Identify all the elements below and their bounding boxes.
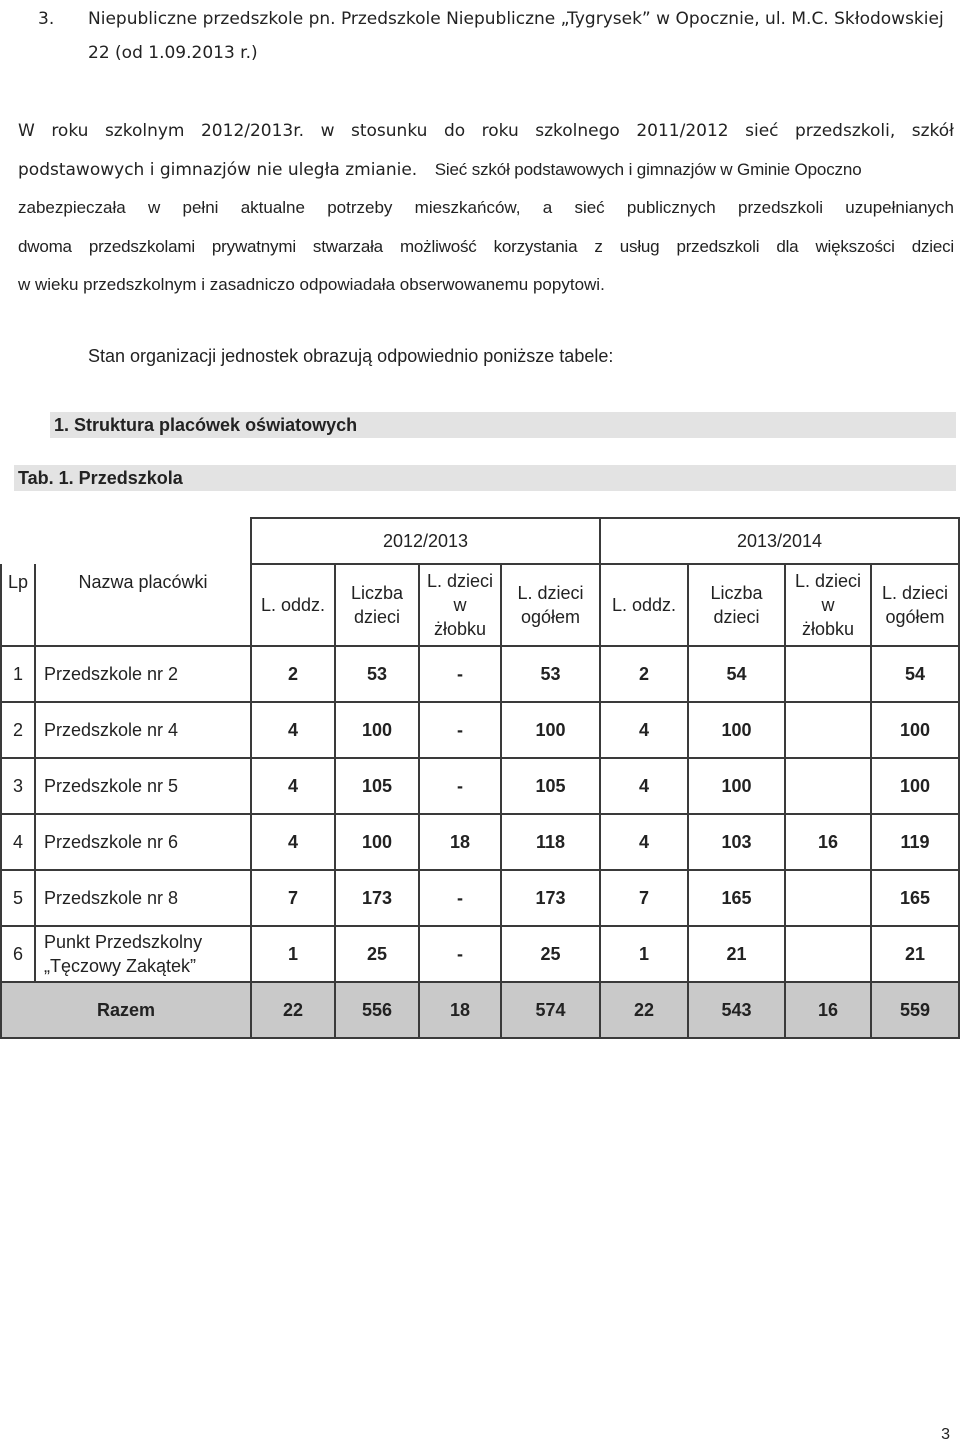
- table-caption-text: Tab. 1. Przedszkola: [18, 468, 183, 488]
- col-oddz: L. oddz.: [600, 564, 688, 646]
- kindergarten-table: [0, 517, 960, 1039]
- cell-name: Przedszkole nr 4: [35, 702, 251, 758]
- cell-value: 100: [335, 702, 419, 758]
- cell-value: -: [419, 758, 501, 814]
- cell-value: 4: [251, 702, 335, 758]
- cell-value: 1: [251, 926, 335, 982]
- cell-lp: 3: [1, 758, 35, 814]
- cell-name: Przedszkole nr 6: [35, 814, 251, 870]
- cell-value: 53: [501, 646, 600, 702]
- cell-value: 7: [600, 870, 688, 926]
- page-number: 3: [941, 1426, 950, 1443]
- cell-value: 118: [501, 814, 600, 870]
- cell-value: 4: [600, 814, 688, 870]
- col-ogolem: L. dzieci ogółem: [871, 564, 959, 646]
- cell-value: 25: [501, 926, 600, 982]
- cell-value: 105: [501, 758, 600, 814]
- cell-value: 54: [688, 646, 785, 702]
- cell-value: 22: [600, 982, 688, 1038]
- cell-value: -: [419, 702, 501, 758]
- list-item-text-line1: Niepubliczne przedszkole pn. Przedszkole Niepubliczne „Tygrysek” w Opocznie, ul. M.C. Skłodowskiej: [88, 9, 944, 29]
- cell-lp: 2: [1, 702, 35, 758]
- cell-value: 7: [251, 870, 335, 926]
- cell-value: 165: [688, 870, 785, 926]
- cell-value: 54: [871, 646, 959, 702]
- cell-value: [785, 926, 871, 982]
- cell-value: 559: [871, 982, 959, 1038]
- table-row: [1, 702, 959, 758]
- cell-value: 21: [871, 926, 959, 982]
- cell-value: 4: [600, 702, 688, 758]
- year-header-2012: 2012/2013: [251, 518, 600, 564]
- cell-value: 100: [688, 758, 785, 814]
- paragraph-segment: podstawowych i gimnazjów nie uległa zmianie.: [18, 159, 418, 180]
- cell-value: 100: [688, 702, 785, 758]
- cell-value: 100: [335, 814, 419, 870]
- cell-value: -: [419, 646, 501, 702]
- table-row: [1, 646, 959, 702]
- cell-value: 119: [871, 814, 959, 870]
- cell-value: 16: [785, 982, 871, 1038]
- cell-value: 556: [335, 982, 419, 1038]
- cell-value: 100: [871, 702, 959, 758]
- cell-value: [785, 702, 871, 758]
- table-row: [1, 926, 959, 982]
- cell-value: 22: [251, 982, 335, 1038]
- paragraph-line: W roku szkolnym 2012/2013r. w stosunku do roku szkolnego 2011/2012 sieć przedszkoli, szkół: [18, 121, 954, 141]
- total-row: [1, 982, 959, 1038]
- table-row: [1, 814, 959, 870]
- table-row: [1, 758, 959, 814]
- cell-value: 25: [335, 926, 419, 982]
- cell-value: 173: [335, 870, 419, 926]
- table-caption: [14, 465, 956, 491]
- col-ogolem: L. dzieci ogółem: [501, 564, 600, 646]
- cell-lp: 5: [1, 870, 35, 926]
- list-item-text-line2: 22 (od 1.09.2013 r.): [88, 43, 258, 63]
- col-liczba: Liczba dzieci: [335, 564, 419, 646]
- cell-value: 105: [335, 758, 419, 814]
- col-liczba: Liczba dzieci: [688, 564, 785, 646]
- total-label: Razem: [1, 982, 251, 1038]
- cell-value: [785, 758, 871, 814]
- table-row: [1, 870, 959, 926]
- cell-value: -: [419, 926, 501, 982]
- cell-value: 165: [871, 870, 959, 926]
- cell-value: 100: [501, 702, 600, 758]
- cell-value: 100: [871, 758, 959, 814]
- col-lp: Lp: [1, 564, 35, 646]
- cell-value: 16: [785, 814, 871, 870]
- paragraph-line: w wieku przedszkolnym i zasadniczo odpowiadała obserwowanemu popytowi.: [18, 275, 605, 294]
- section-heading: [50, 412, 956, 438]
- cell-value: 4: [251, 758, 335, 814]
- cell-value: 2: [600, 646, 688, 702]
- paragraph-line: [18, 151, 954, 190]
- col-oddz: L. oddz.: [251, 564, 335, 646]
- cell-lp: 6: [1, 926, 35, 982]
- cell-value: [785, 870, 871, 926]
- body-paragraph: [18, 112, 954, 305]
- cell-name: Przedszkole nr 2: [35, 646, 251, 702]
- cell-value: 543: [688, 982, 785, 1038]
- cell-value: 1: [600, 926, 688, 982]
- cell-name: Przedszkole nr 8: [35, 870, 251, 926]
- cell-value: 21: [688, 926, 785, 982]
- paragraph-line: zabezpieczała w pełni aktualne potrzeby mieszkańców, a sieć publicznych przedszkoli uzupełnianych: [18, 198, 954, 217]
- col-zlobek: L. dzieci w żłobku: [419, 564, 501, 646]
- intro-text: Stan organizacji jednostek obrazują odpowiednio poniższe tabele:: [88, 346, 614, 366]
- section-heading-text: 1. Struktura placówek oświatowych: [54, 415, 358, 435]
- cell-name: Punkt Przedszkolny „Tęczowy Zakątek”: [35, 926, 251, 982]
- col-name: Nazwa placówki: [35, 564, 251, 646]
- cell-value: 4: [600, 758, 688, 814]
- cell-value: 574: [501, 982, 600, 1038]
- cell-value: 4: [251, 814, 335, 870]
- cell-value: -: [419, 870, 501, 926]
- cell-value: 53: [335, 646, 419, 702]
- cell-value: 18: [419, 982, 501, 1038]
- paragraph-segment: Sieć szkół podstawowych i gimnazjów w Gminie Opoczno: [434, 159, 862, 179]
- cell-lp: 4: [1, 814, 35, 870]
- list-number: 3.: [38, 9, 55, 29]
- cell-value: 18: [419, 814, 501, 870]
- cell-value: [785, 646, 871, 702]
- cell-value: 2: [251, 646, 335, 702]
- paragraph-line: dwoma przedszkolami prywatnymi stwarzała możliwość korzystania z usług przedszkoli dla większości dzieci: [18, 236, 954, 256]
- year-header-2013: 2013/2014: [600, 518, 959, 564]
- cell-value: 103: [688, 814, 785, 870]
- cell-name: Przedszkole nr 5: [35, 758, 251, 814]
- col-zlobek: L. dzieci w żłobku: [785, 564, 871, 646]
- cell-lp: 1: [1, 646, 35, 702]
- cell-value: 173: [501, 870, 600, 926]
